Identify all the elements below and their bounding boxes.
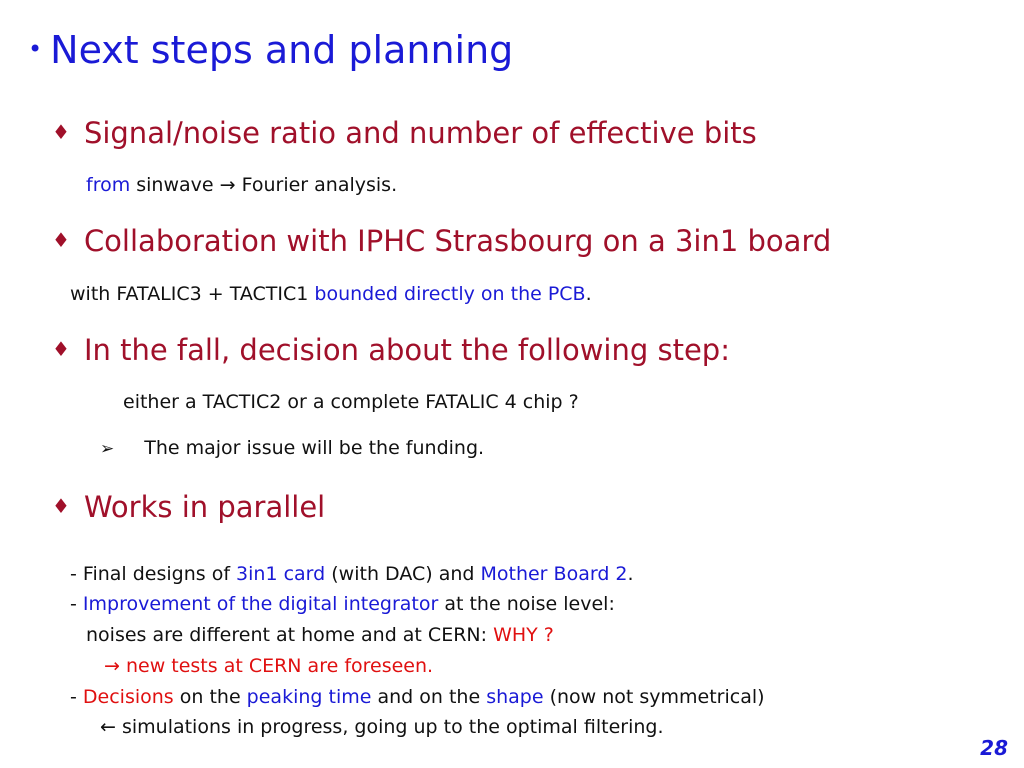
diamond-bullet-icon: ♦ — [52, 120, 70, 144]
title-bullet: • — [28, 35, 43, 63]
text: (with DAC) and — [325, 563, 481, 585]
final-designs-line — [70, 563, 634, 585]
text: - — [70, 686, 83, 708]
text: at the noise level: — [438, 593, 615, 615]
shape-text: shape — [486, 686, 544, 708]
peaking-time-text: peaking time — [246, 686, 372, 708]
heading-text: Signal/noise ratio and number of effective bits — [83, 116, 757, 150]
heading-text: Collaboration with IPHC Strasbourg on a 3in1 board — [83, 224, 832, 258]
heading-fall-decision — [52, 333, 730, 367]
arrow-bullet-icon: ➢ — [100, 439, 115, 459]
heading-text: Works in parallel — [83, 490, 326, 524]
period: . — [585, 283, 592, 305]
tactic-line: either a TACTIC2 or a complete FATALIC 4 chip ? — [123, 391, 579, 413]
text: - — [70, 593, 83, 615]
fatalic-text: with FATALIC3 + TACTIC1 — [70, 283, 315, 305]
title-text: Next steps and planning — [50, 28, 514, 72]
text: and on the — [371, 686, 487, 708]
diamond-bullet-icon: ♦ — [52, 228, 70, 252]
fatalic-line — [70, 283, 592, 305]
diamond-bullet-icon: ♦ — [52, 494, 70, 518]
text: - Final designs of — [70, 563, 237, 585]
simulations-line: ← simulations in progress, going up to the optimal filtering. — [100, 716, 664, 738]
text: noises are different at home and at CERN: — [86, 624, 494, 646]
decisions-text: Decisions — [82, 686, 174, 708]
funding-line — [100, 437, 484, 459]
from-word: from — [86, 174, 131, 196]
decisions-line — [70, 686, 765, 708]
funding-text: The major issue will be the funding. — [144, 437, 485, 459]
sinwave-line — [86, 174, 397, 196]
3in1-card-text: 3in1 card — [236, 563, 326, 585]
sinwave-text: sinwave → Fourier analysis. — [130, 174, 398, 196]
heading-works-parallel — [52, 490, 325, 524]
slide-title — [28, 28, 513, 72]
bounded-text: bounded directly on the PCB — [314, 283, 586, 305]
improvement-line — [70, 593, 615, 615]
heading-text: In the fall, decision about the following step: — [83, 333, 730, 367]
new-tests-line: → new tests at CERN are foreseen. — [104, 655, 434, 677]
text: . — [627, 563, 634, 585]
improvement-text: Improvement of the digital integrator — [82, 593, 439, 615]
diamond-bullet-icon: ♦ — [52, 337, 70, 361]
why-text: WHY ? — [493, 624, 554, 646]
heading-collaboration — [52, 224, 831, 258]
page-number: 28 — [980, 736, 1008, 760]
text: (now not symmetrical) — [543, 686, 765, 708]
noises-line — [86, 624, 554, 646]
heading-signal-noise — [52, 116, 757, 150]
mother-board-text: Mother Board 2 — [480, 563, 628, 585]
text: on the — [173, 686, 247, 708]
